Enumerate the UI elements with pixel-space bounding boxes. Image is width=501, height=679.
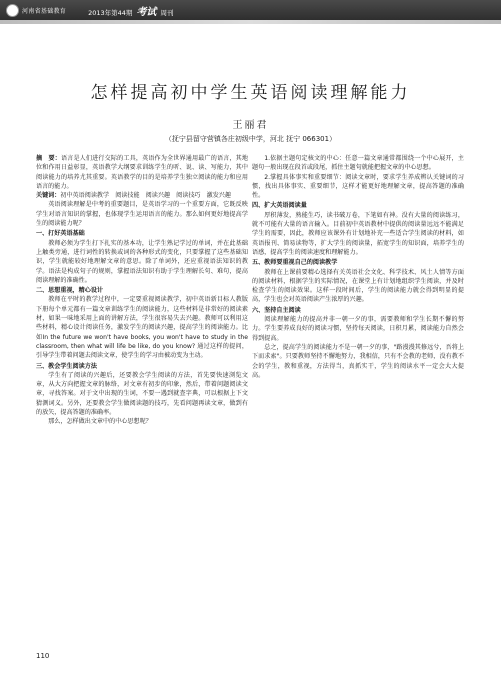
section-heading: 四、扩大英语阅读量 (252, 202, 307, 210)
author-affiliation: （抚宁县留守营镇各庄初级中学，河北 抚宁 066301） (164, 135, 337, 143)
keywords (36, 191, 248, 200)
paragraph: 1.依据主题句定核文的中心：任意一篇文章通常都围绕一个中心展开，主题句一般出现在段首或段尾，抓住主题句就能把握文章的中心思想。 (252, 155, 464, 172)
header-stripe (0, 20, 501, 24)
issue-info (88, 3, 173, 18)
paragraph: 总之，提高学生的阅读能力不是一朝一夕的事，"路漫漫其修远兮，吾将上下而求索"。只要教师坚持不懈地努力，我相信，只有不会教的老师，没有教不会的学生，教和重视，方法得当，真抓实干，学生的阅读水平一定会大大提高。 (252, 343, 464, 379)
paragraph: 2.掌握具体事实和重要细节：阅读文章时，要求学生养成辨认关键词的习惯，找出具体事实、重要细节，这样才能更好地理解文章，提高答题的准确性。 (252, 173, 464, 200)
magazine-header-bar (0, 0, 501, 20)
paragraph: 教师在平时的教学过程中，一定要重视阅读教学，初中英语新目标人教版下册每个单元都有一篇文章训练学生的阅读能力，这些材料是非常好的阅读素材，如果一味地采用上面的讲解方法，学生很容易失去兴趣。教师可以利用这些材料，精心设计阅读任务，激发学生的阅读兴趣，提高学生的阅读能力。比如In the future we won't have books, you won't have to study in the classroom, then what will life be like, do you know? 通过这样的提问，引导学生带着问题去阅读文章，使学生的学习由被动变为主动。 (36, 296, 248, 360)
keywords-text: 初中英语阅读教学 阅读技能 阅读兴趣 阅读技巧 激发兴趣 (60, 192, 231, 200)
issue-number: 2013年第44期 (88, 8, 133, 17)
paragraph: 厚积薄发，熟能生巧，读书破万卷，下笔如有神。没有大量的阅读练习，就不可能有大量的语言输入。目前初中英语教材中提供的阅读量远远不能满足学生的需要，因此，教师应该课外有计划地补充一些适合学生阅读的材料，如英语报刊、简易读物等，扩大学生的阅读量，拓宽学生的知识面，培养学生的语感，提高学生的阅读速度和理解能力。 (252, 211, 464, 256)
section-heading: 三、教会学生阅读方法 (36, 362, 97, 370)
page-number: 110 (36, 652, 50, 660)
section-heading: 一、打好英语基础 (36, 230, 85, 238)
section-heading: 五、教师要重视自己的阅读教学 (252, 259, 338, 267)
left-column (36, 154, 248, 427)
abstract-text: 语言是人们进行交际的工具，英语作为全世界通用最广的语言，其地位和作用日益彰显，英语教学大纲要求训练学生的听、说、读、写能力，其中阅读能力的培养尤其重要。英语教学的目的是培养学生独立阅读的能力和应用语言的能力。 (36, 155, 249, 190)
paragraph: 学生有了阅读的兴趣后，还要教会学生阅读的方法，首先要快速浏览文章，从大方向把握文章的脉络，对文章有初步的印象，然后，带着问题阅读文章，寻找答案。对于文中出现的生词，不要一遇到就查字典，可以根据上下文猜测词义。另外，还要教会学生做阅读题的技巧，先看问题再读文章，做到有的放矢，提高答题的准确率。 (36, 371, 248, 417)
paragraph: 阅读理解能力的提高并非一朝一夕的事，需要教师和学生长期不懈的努力。学生要养成良好的阅读习惯，坚持每天阅读，日积月累，阅读能力自然会得到提高。 (252, 316, 464, 342)
paragraph: 教师在上课前要精心选择有关英语社会文化、科学技术、风土人情等方面的阅读材料，根据学生的实际情况，在课堂上有计划地组织学生阅读，并及时检查学生的阅读效果。这样一段时间后，学生的阅读能力就会得到明显的提高，学生也会对英语阅读产生浓厚的兴趣。 (252, 268, 464, 304)
paragraph: 教师必须为学生打下扎实的基本功，让学生熟记学过的单词，并在此基础上触类旁通，进行词性的转换或词的各种形式的变化，只要掌握了这些基础知识，学生就能较好地理解文章的意思。除了单词外，还应重视语法知识的教学。语法是构成句子的规则，掌握语法知识有助于学生理解长句、难句，提高阅读理解的准确性。 (36, 239, 248, 284)
section-heading: 二、思想重视，精心设计 (36, 287, 104, 295)
abstract (36, 154, 248, 191)
paragraph: 那么，怎样做出文章中的中心思想呢？ (48, 418, 152, 426)
article-title: 怎样提高初中学生英语阅读理解能力 (90, 83, 411, 103)
logo-text: 河南省基础教育 (22, 7, 67, 15)
magazine-weekly: 周刊 (160, 8, 174, 17)
section-heading: 六、坚持自主阅读 (252, 306, 301, 314)
abstract-label: 摘 要： (36, 155, 61, 162)
paragraph: 英语阅读理解是中考的重要题目，是英语学习的一个重要方面，它既反映学生对语言知识的掌握，也体现学生运用语言的能力。那么如何更好地提高学生的阅读能力呢？ (36, 201, 248, 228)
right-column (252, 154, 464, 380)
logo-icon (6, 4, 19, 17)
magazine-name: 考试 (136, 6, 157, 18)
magazine-logo (6, 4, 66, 17)
keywords-label: 关键词： (36, 192, 61, 200)
article-author: 王丽君 (232, 120, 269, 131)
